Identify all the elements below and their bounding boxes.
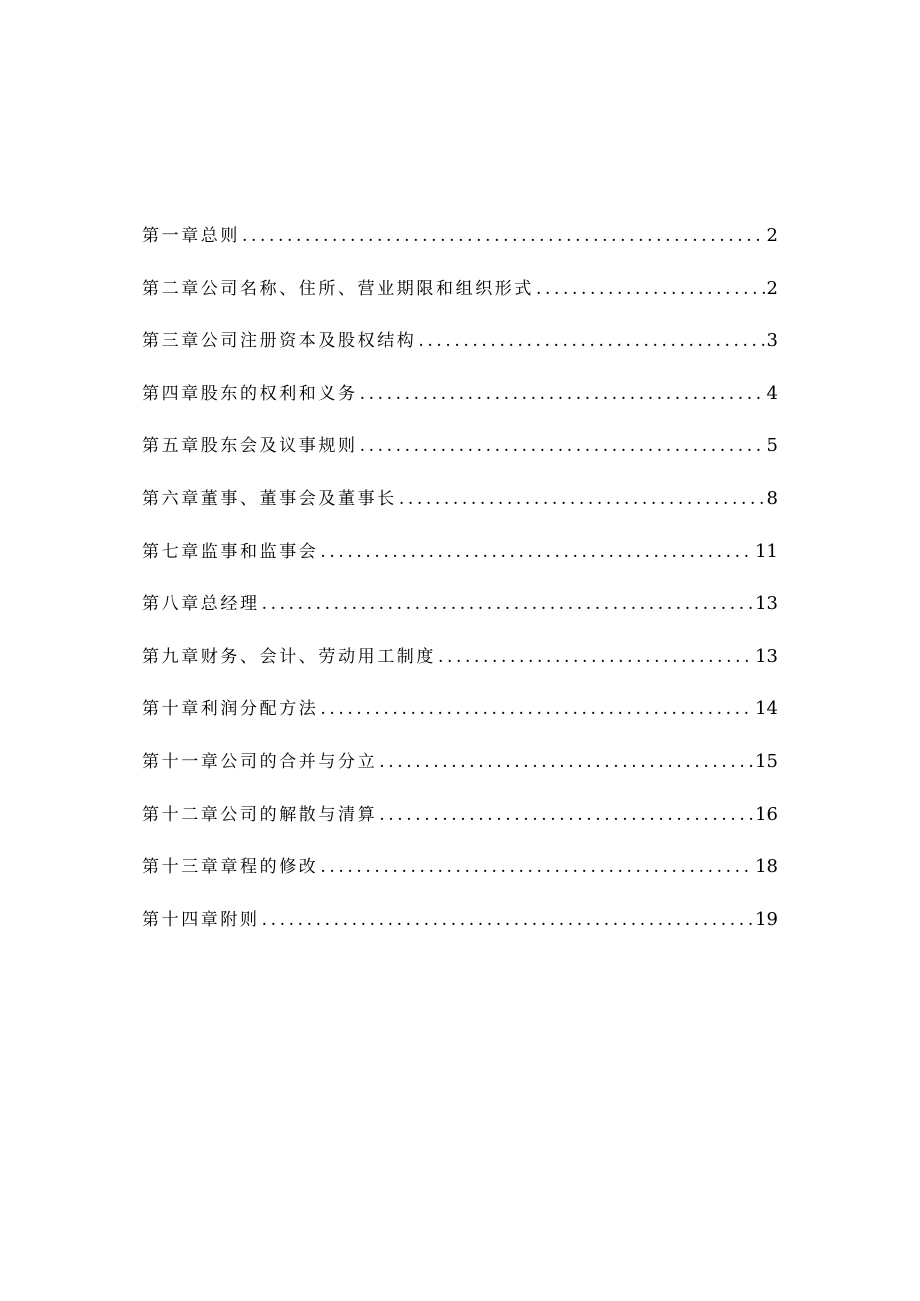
toc-entry-chapter-11[interactable]: [142, 749, 778, 802]
toc-entry-title: 第三章公司注册资本及股权结构: [142, 331, 417, 352]
toc-entry-chapter-10[interactable]: [142, 696, 778, 749]
toc-dot-leader: [418, 328, 765, 354]
toc-entry-chapter-3[interactable]: [142, 328, 778, 381]
toc-dot-leader: [320, 539, 754, 565]
toc-dot-leader: [320, 696, 754, 722]
toc-dot-leader: [360, 433, 766, 459]
toc-entry-page-number: 16: [755, 803, 778, 825]
toc-dot-leader: [262, 907, 754, 933]
toc-entry-chapter-12[interactable]: [142, 802, 778, 855]
toc-entry-page-number: 18: [755, 856, 778, 878]
toc-entry-chapter-9[interactable]: [142, 644, 778, 697]
toc-entry-title: 第一章总则: [142, 226, 240, 246]
toc-entry-title: 第十一章公司的合并与分立: [142, 751, 378, 772]
toc-dot-leader: [242, 223, 766, 249]
toc-entry-page-number: 19: [755, 908, 778, 930]
toc-entry-page-number: 2: [766, 225, 778, 246]
toc-entry-chapter-6[interactable]: [142, 486, 778, 539]
toc-entry-title: 第八章总经理: [142, 594, 260, 615]
toc-entry-page-number: 2: [766, 277, 778, 299]
toc-entry-chapter-7[interactable]: [142, 539, 778, 592]
toc-entry-page-number: 15: [755, 750, 778, 772]
toc-entry-page-number: 5: [766, 435, 778, 457]
toc-entry-title: 第十二章公司的解散与清算: [142, 804, 378, 825]
toc-entry-chapter-2[interactable]: [142, 276, 778, 329]
toc-entry-chapter-8[interactable]: [142, 591, 778, 644]
toc-entry-title: 第十四章附则: [142, 909, 260, 930]
toc-entry-chapter-5[interactable]: [142, 433, 778, 486]
toc-entry-title: 第二章公司名称、住所、营业期限和组织形式: [142, 278, 534, 299]
toc-entry-page-number: 4: [766, 382, 778, 404]
toc-dot-leader: [399, 486, 766, 512]
toc-entry-title: 第五章股东会及议事规则: [142, 436, 358, 457]
table-of-contents: [142, 223, 778, 959]
toc-dot-leader: [536, 276, 766, 302]
toc-entry-chapter-13[interactable]: [142, 854, 778, 907]
toc-dot-leader: [379, 802, 754, 828]
toc-dot-leader: [379, 749, 754, 775]
toc-dot-leader: [320, 854, 754, 880]
toc-entry-title: 第四章股东的权利和义务: [142, 383, 358, 404]
toc-entry-page-number: 14: [755, 698, 778, 720]
toc-entry-chapter-1[interactable]: [142, 223, 778, 276]
toc-entry-title: 第七章监事和监事会: [142, 541, 319, 562]
toc-entry-page-number: 13: [755, 593, 778, 615]
toc-entry-title: 第九章财务、会计、劳动用工制度: [142, 646, 436, 667]
toc-entry-title: 第十章利润分配方法: [142, 699, 319, 720]
toc-entry-chapter-4[interactable]: [142, 381, 778, 434]
toc-entry-title: 第六章董事、董事会及董事长: [142, 488, 397, 509]
toc-dot-leader: [438, 644, 754, 670]
toc-entry-page-number: 11: [755, 540, 778, 562]
toc-entry-chapter-14[interactable]: [142, 907, 778, 960]
toc-entry-page-number: 13: [755, 645, 778, 667]
toc-entry-title: 第十三章章程的修改: [142, 857, 319, 878]
toc-dot-leader: [360, 381, 766, 407]
toc-dot-leader: [262, 591, 754, 617]
toc-entry-page-number: 8: [766, 487, 778, 509]
toc-entry-page-number: 3: [766, 330, 778, 352]
